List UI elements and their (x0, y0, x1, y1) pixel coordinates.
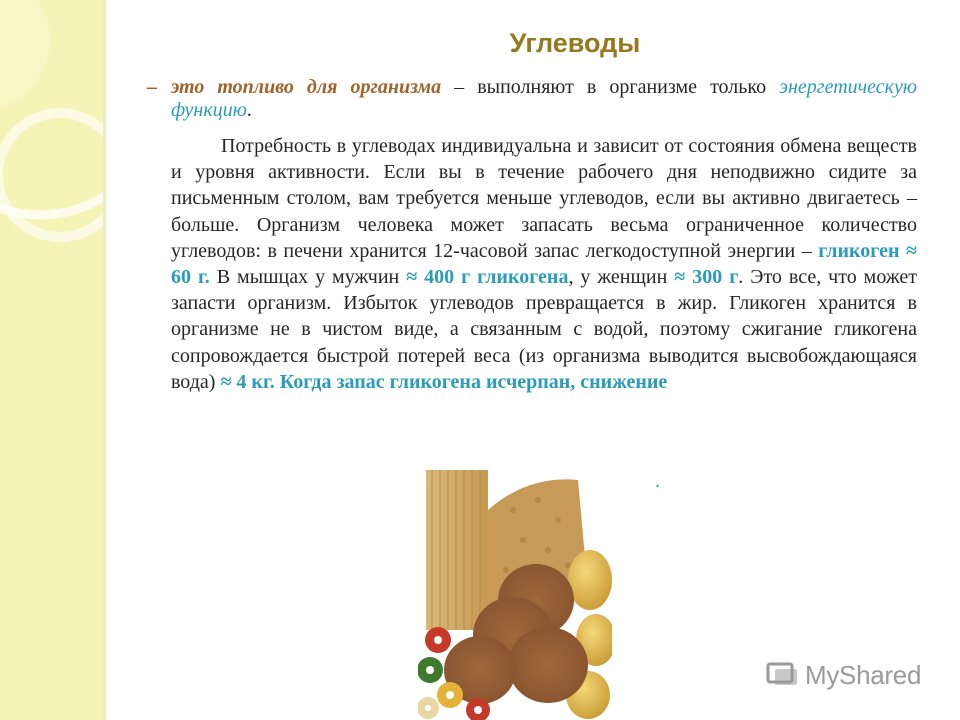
band-edge (103, 0, 106, 720)
lead-bold-term: это топливо для организма (171, 76, 442, 98)
trailing-dot: . (655, 470, 660, 492)
slide-title: Углеводы (509, 28, 641, 58)
lead-middle-text: – выполняют в организме только (441, 76, 780, 98)
carbohydrate-foods-image (418, 470, 612, 720)
body-text-2: В мышцах у мужчин (209, 266, 407, 289)
body-text-3: , у женщин (568, 266, 675, 289)
watermark (766, 658, 921, 692)
lead-dash: – (147, 76, 157, 98)
highlight-male-glycogen: ≈ 400 г гликогена (406, 266, 569, 289)
body-paragraph (171, 133, 917, 395)
myshared-logo-icon (766, 660, 800, 690)
highlight-female-glycogen: ≈ 300 г (674, 266, 739, 289)
body-text-4: . Это все, что может запасти организм. Избыток углеводов превращается в жир. Гликоген хранится в организме не в чистом виде, а связанным с водой, поэтому сжигание гликогена сопровождается быстрой потерей веса (из организма выводится высвобождающаяся вода) (171, 266, 918, 393)
body-text-1: Потребность в углеводах индивидуальна и зависит от состояния обмена веществ и уровня активности. Если вы в течение рабочего дня неподвижно сидите за письменным столом, вам требуется меньше углеводов, если вы активно двигаетесь – больше. Организм человека может запасать весьма ограниченное количество углеводов: в печени хранится 12-часовой запас легкодоступной энергии – (171, 135, 917, 262)
lead-tail: . (246, 99, 252, 121)
left-decorative-band (0, 0, 106, 720)
lead-italic-term: энергетическую функцию (171, 76, 917, 121)
decorative-circles-icon (0, 0, 106, 720)
watermark-text: MyShared (805, 659, 922, 690)
highlight-water-loss: ≈ 4 кг. Когда запас гликогена исчерпан, снижение (220, 370, 668, 393)
highlight-liver-glycogen: гликоген ≈ 60 г. (171, 239, 918, 289)
lead-paragraph (171, 76, 917, 122)
